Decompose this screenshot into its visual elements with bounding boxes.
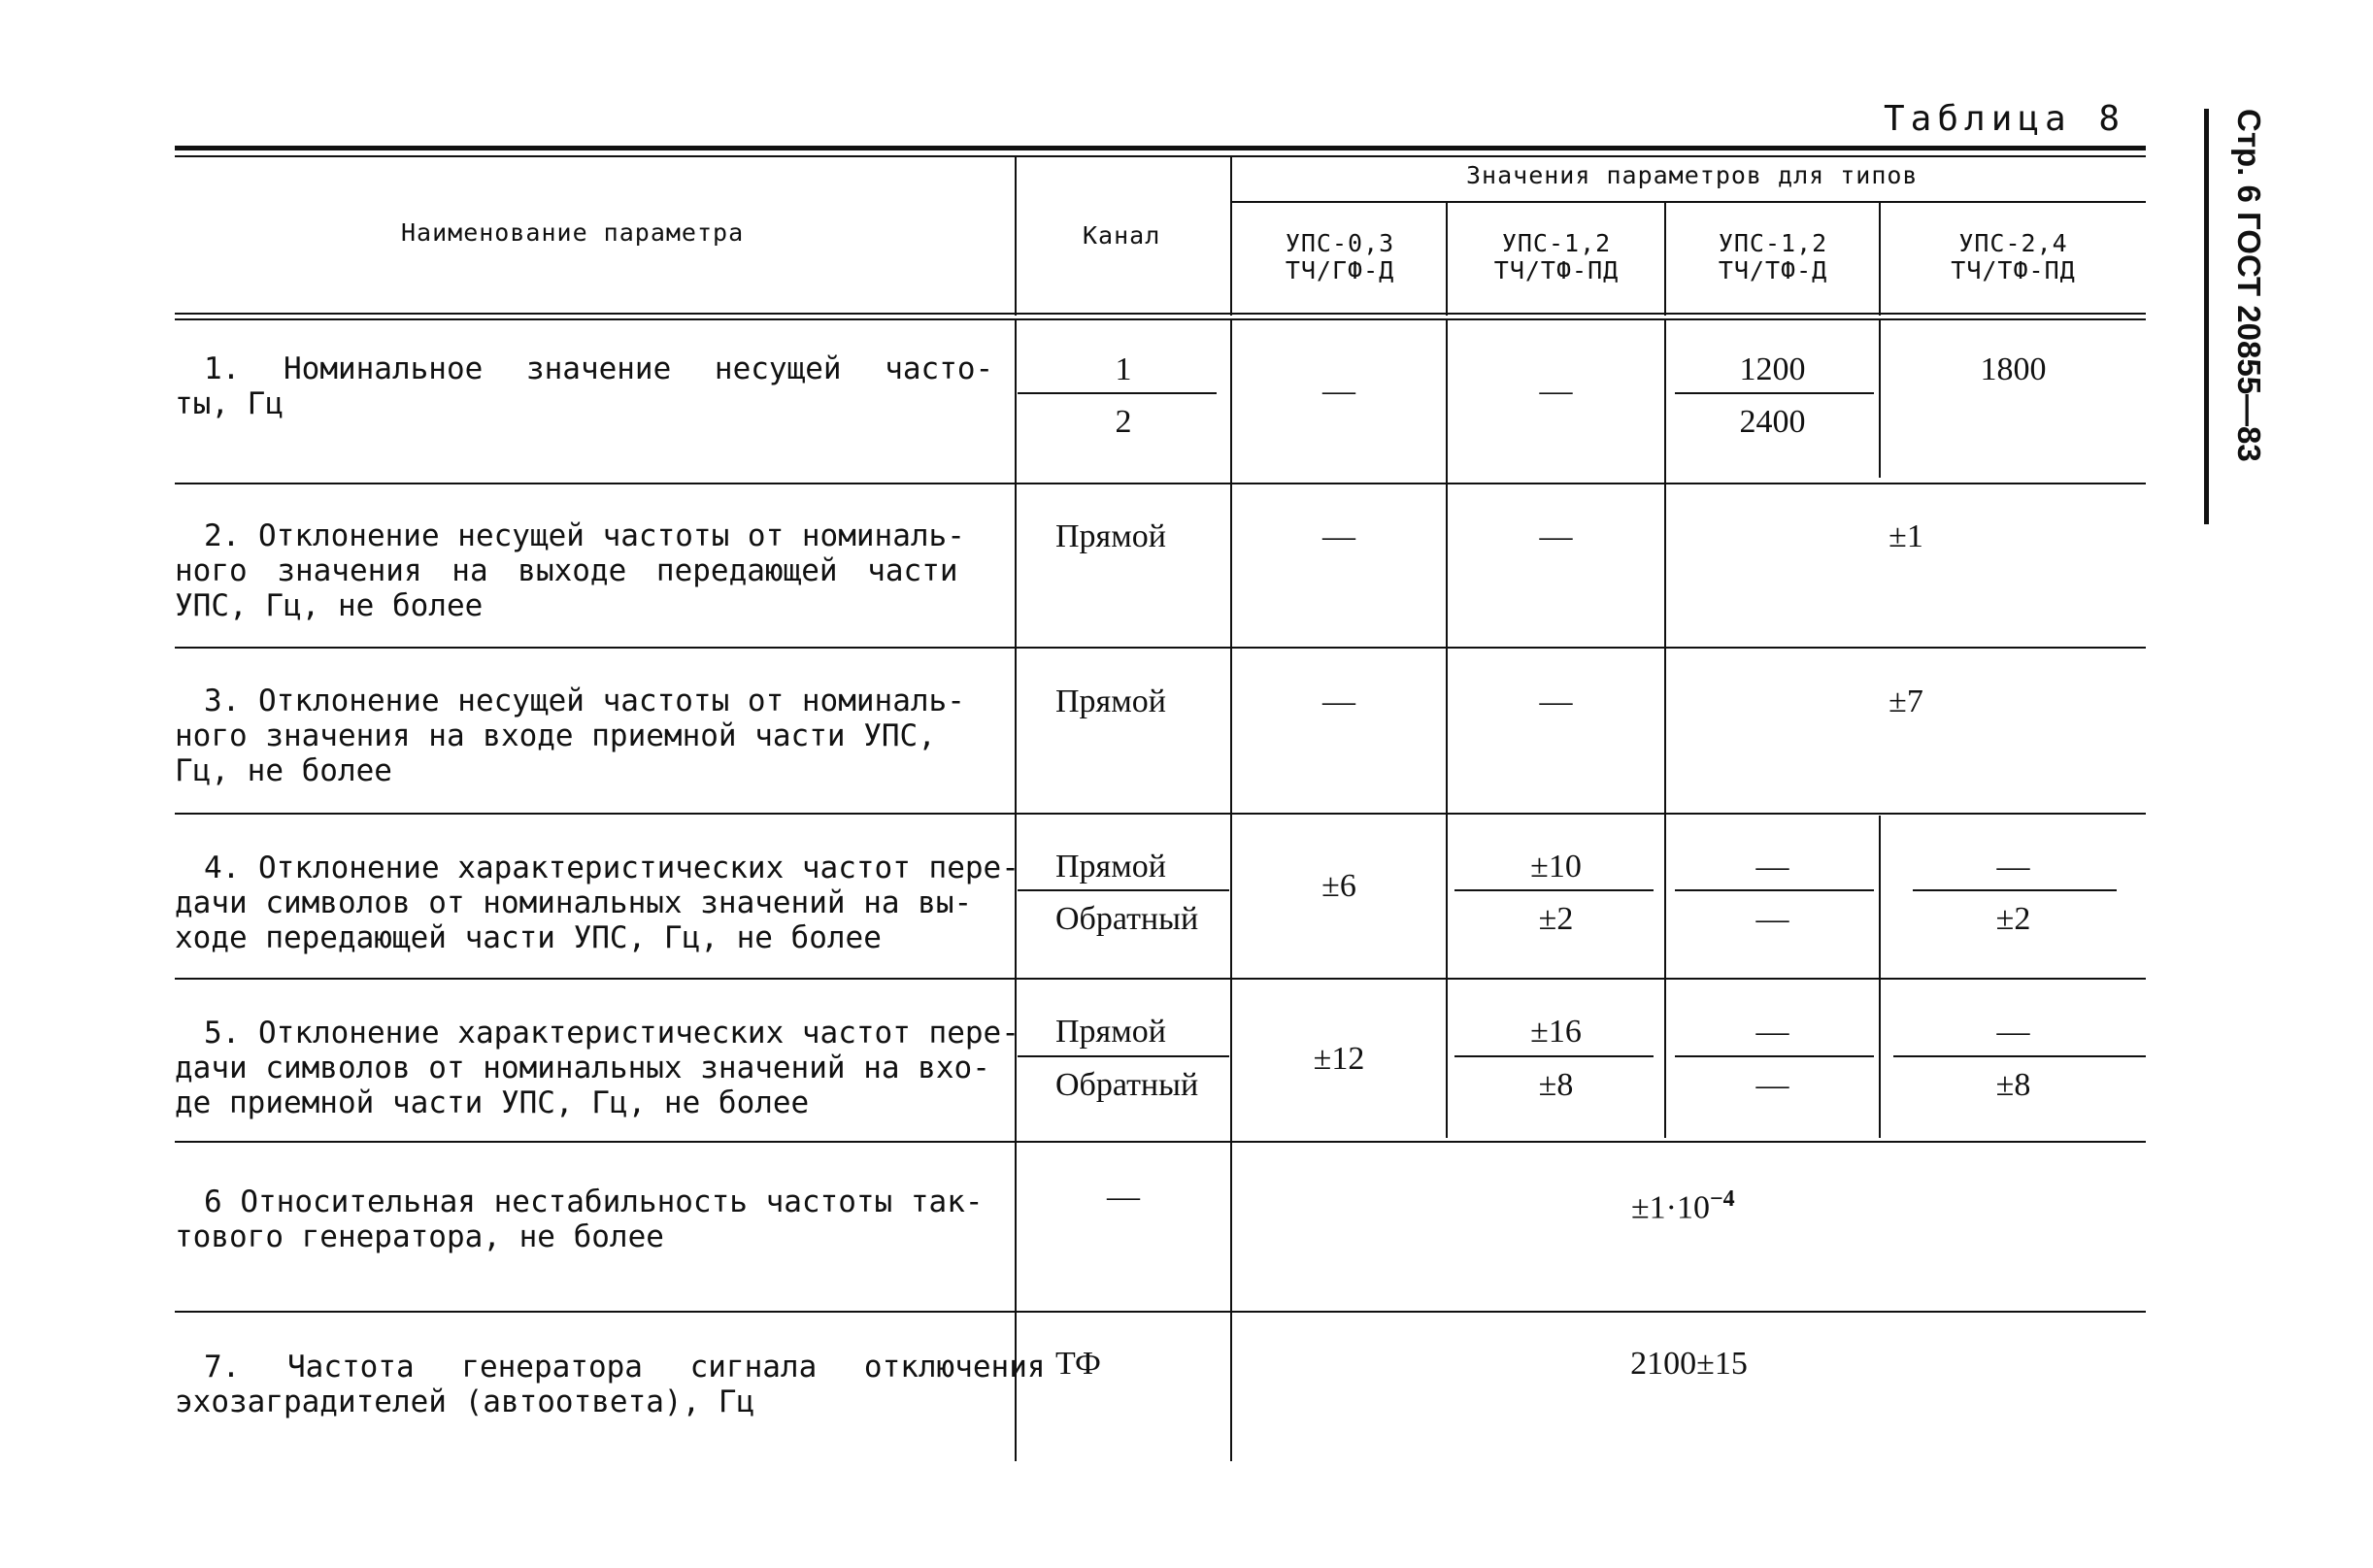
row-2-line-3: УПС, Гц, не более (175, 588, 484, 623)
row-4-channel-split (1018, 889, 1229, 891)
row-1-channel-split (1018, 392, 1217, 394)
row-1-v3-a: 1200 (1739, 351, 1806, 387)
row-3-v2: — (1539, 684, 1573, 719)
row-5-line-3: де приемной части УПС, Гц, не более (175, 1085, 810, 1120)
row-2-v34: ±1 (1888, 518, 1923, 554)
row-4-v3-b: — (1755, 901, 1789, 937)
row-4-line-2: дачи символов от номинальных значений на вы- (175, 885, 973, 920)
row-6-channel: — (1107, 1179, 1140, 1215)
row-3-line-3: Гц, не более (175, 753, 392, 788)
row-sep-6 (175, 1311, 2146, 1313)
row-2-line-2: ного значения на выходе передающей части (175, 553, 958, 588)
row-5-v3-b: — (1755, 1067, 1789, 1103)
row-2-v2: — (1539, 518, 1573, 554)
header-channel: Канал (1083, 221, 1161, 250)
row-3-channel: Прямой (1055, 684, 1166, 719)
row-3-v34: ±7 (1888, 684, 1923, 719)
side-rule (2204, 109, 2209, 524)
header-type-2-l1: УПС-1,2 (1501, 229, 1612, 257)
top-rule (175, 146, 2146, 150)
row-5-v2-b: ±8 (1538, 1067, 1574, 1103)
header-type-1-l1: УПС-0,3 (1285, 229, 1395, 257)
header-type-1-l2: ТЧ/ГФ-Д (1285, 256, 1395, 284)
row-1-line-1: 1. Номинальное значение несущей часто- (204, 351, 994, 386)
row-sep-5 (175, 1141, 2146, 1143)
row-6-value (1631, 1186, 1735, 1226)
row-5-v2-a: ±16 (1530, 1014, 1582, 1050)
row-7-value: 2100±15 (1630, 1346, 1748, 1382)
row-4-v4-split (1913, 889, 2117, 891)
header-type-3-l1: УПС-1,2 (1718, 229, 1828, 257)
row-1-v3-split (1675, 392, 1874, 394)
row-6-line-1: 6 Относительная нестабильность частоты так- (204, 1184, 984, 1219)
row-sep-1 (175, 483, 2146, 484)
row-1-v3-b: 2400 (1739, 404, 1806, 440)
header-values-group: Значения параметров для типов (1466, 161, 1919, 189)
row-sep-2 (175, 647, 2146, 649)
row-5-line-1: 5. Отклонение характеристических частот пере- (204, 1016, 1019, 1051)
row-5-v3-a: — (1755, 1014, 1789, 1050)
row-sep-4 (175, 978, 2146, 980)
row-1-channel-1: 1 (1115, 351, 1132, 387)
row-5-v3-split (1675, 1055, 1874, 1057)
col-vline-param (1015, 320, 1017, 1461)
row-4-v2-b: ±2 (1538, 901, 1574, 937)
row-5-channel-1: Прямой (1055, 1014, 1166, 1050)
header-type-3-l2: ТЧ/ТФ-Д (1718, 256, 1828, 284)
row-1-v2: — (1539, 373, 1573, 409)
row-4-channel-1: Прямой (1055, 849, 1166, 884)
row-4-v2-a: ±10 (1530, 849, 1582, 884)
row-4-line-1: 4. Отклонение характеристических частот пере- (204, 851, 1019, 885)
row-1-line-2: ты, Гц (175, 386, 284, 421)
row-4-line-3: ходе передающей части УПС, Гц, не более (175, 920, 882, 955)
header-vline-param (1015, 155, 1017, 316)
row-4-v2-split (1454, 889, 1654, 891)
row-4-v1: ±6 (1321, 868, 1356, 904)
row-6-value-base: ±1·10 (1631, 1189, 1710, 1226)
row-3-line-1: 3. Отклонение несущей частоты от номиналь- (204, 684, 965, 718)
row-6-line-2: тового генератора, не более (175, 1219, 664, 1254)
row-2-channel: Прямой (1055, 518, 1166, 554)
top-rule-thin (175, 155, 2146, 157)
row-7-line-1: 7. Частота генератора сигнала отключения (204, 1350, 1046, 1385)
header-param: Наименование параметра (401, 218, 745, 247)
row-7-line-2: эхозаградителей (автоответа), Гц (175, 1385, 755, 1419)
row-4-v4-b: ±2 (1995, 901, 2031, 937)
header-vline-channel (1230, 155, 1232, 316)
table-title: Таблица 8 (1884, 99, 2126, 139)
row-4-v4-a: — (1996, 849, 2030, 884)
row-4-v3-a: — (1755, 849, 1789, 884)
header-type-4-l2: ТЧ/ТФ-ПД (1951, 256, 2076, 284)
row-5-line-2: дачи символов от номинальных значений на вхо- (175, 1051, 990, 1085)
row-5-channel-2: Обратный (1055, 1067, 1199, 1103)
col-vline-t3-r1 (1879, 320, 1881, 478)
header-bottom-rule (175, 313, 2146, 315)
row-1-v1: — (1322, 373, 1355, 409)
row-4-channel-2: Обратный (1055, 901, 1199, 937)
side-page-label: Стр. 6 ГОСТ 20855—83 (2231, 109, 2267, 462)
row-sep-3 (175, 813, 2146, 815)
row-3-line-2: ного значения на входе приемной части УПС, (175, 718, 936, 753)
header-type-2-l2: ТЧ/ТФ-ПД (1493, 256, 1620, 284)
row-3-v1: — (1322, 684, 1355, 719)
row-5-v4-split (1893, 1055, 2146, 1057)
row-5-v1: ±12 (1313, 1041, 1365, 1077)
row-5-v4-a: — (1996, 1014, 2030, 1050)
row-5-v2-split (1454, 1055, 1654, 1057)
row-2-v1: — (1322, 518, 1355, 554)
row-5-channel-split (1018, 1055, 1229, 1057)
row-1-channel-2: 2 (1115, 404, 1132, 440)
row-4-v3-split (1675, 889, 1874, 891)
row-2-line-1: 2. Отклонение несущей частоты от номиналь- (204, 518, 965, 553)
row-7-channel: ТФ (1055, 1346, 1101, 1382)
header-bottom-rule-2 (175, 318, 2146, 320)
header-type-4-l1: УПС-2,4 (1958, 229, 2068, 257)
row-1-v4: 1800 (1980, 351, 2047, 387)
row-6-value-exp: −4 (1709, 1186, 1735, 1212)
header-group-rule (1231, 201, 2146, 203)
row-5-v4-b: ±8 (1995, 1067, 2031, 1103)
